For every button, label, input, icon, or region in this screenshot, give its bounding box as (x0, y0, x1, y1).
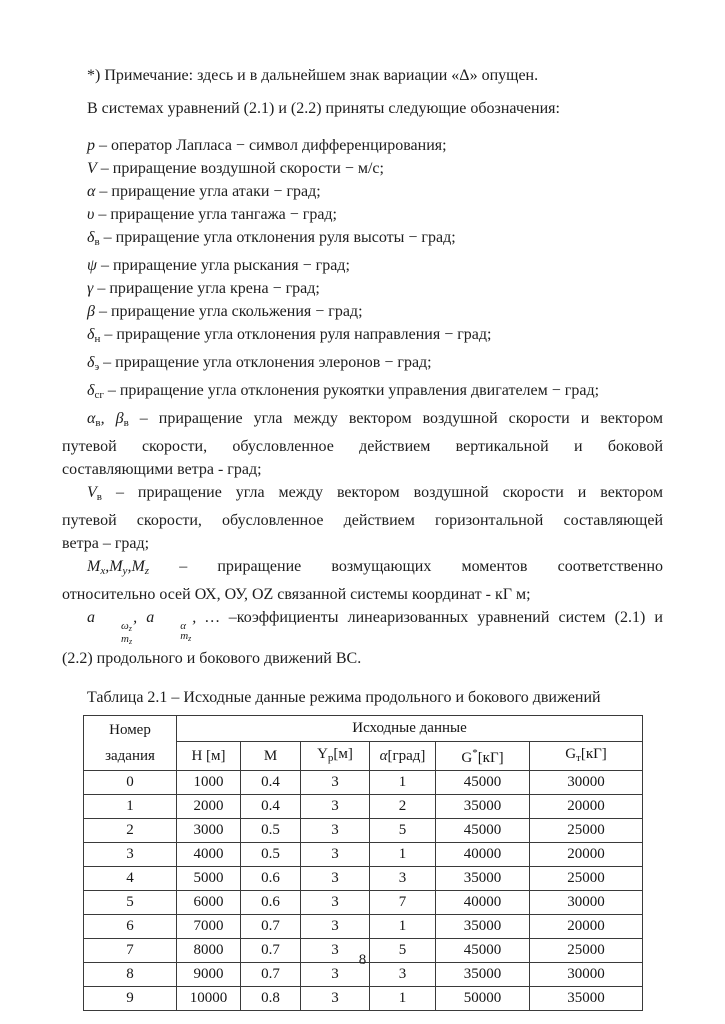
text-run: G (565, 745, 577, 762)
column-header (301, 742, 370, 771)
math-symbol: δ (87, 229, 95, 246)
text-run: Y (317, 745, 328, 762)
table-cell: 3 (370, 867, 436, 891)
definition-line (62, 481, 663, 509)
definition-line (62, 157, 663, 180)
math-symbol: β (87, 303, 95, 320)
table-cell: 35000 (436, 963, 530, 987)
subscript: x (100, 565, 106, 577)
subscript: т (576, 751, 581, 764)
table-cell: 7 (84, 939, 177, 963)
table-cell: 4 (84, 867, 177, 891)
table-cell: 5 (370, 819, 436, 843)
table-cell: 3 (301, 819, 370, 843)
definition-item (62, 203, 663, 226)
text-run: (2.2) продольного и бокового движений ВС. (62, 650, 362, 667)
definition-line (62, 203, 663, 226)
definition-line (62, 509, 663, 532)
table-cell: 3 (301, 867, 370, 891)
column-header (530, 742, 643, 771)
math-symbol: a (146, 609, 155, 626)
text-run: G (461, 750, 473, 766)
math-symbol: M (109, 558, 123, 575)
definition-line (62, 226, 663, 254)
table-cell: 0.4 (241, 795, 301, 819)
table-cell: 7 (370, 891, 436, 915)
definition-item (62, 351, 663, 379)
table-cell: 3 (301, 915, 370, 939)
math-symbol: , (105, 558, 110, 575)
table-cell: 10000 (177, 987, 241, 1011)
text-run: – приращение угла отклонения руля направления − град; (100, 326, 492, 343)
math-symbol: M (87, 558, 101, 575)
math-symbol: α (87, 410, 96, 427)
table-cell: 30000 (530, 891, 643, 915)
text-run: – приращение возмущающих моментов соответственно (149, 558, 663, 575)
definition-line (62, 180, 663, 203)
table-row (84, 795, 643, 819)
table-cell: 25000 (530, 867, 643, 891)
text-run: – оператор Лапласа − символ дифференцирования; (95, 137, 447, 154)
table-cell: 35000 (436, 867, 530, 891)
table-cell: 0.7 (241, 915, 301, 939)
table-cell: 4000 (177, 843, 241, 867)
table-body (84, 771, 643, 1011)
column-header (177, 742, 241, 771)
table-cell: 45000 (436, 771, 530, 795)
text-run: – приращение угла отклонения элеронов − град; (99, 354, 432, 371)
definition-item (62, 407, 663, 481)
subscript: н (94, 333, 101, 345)
table-cell: 40000 (436, 843, 530, 867)
definition-line (62, 435, 663, 458)
text-run: – приращение угла крена − град; (93, 280, 320, 297)
definition-line (62, 254, 663, 277)
intro-paragraph: В системах уравнений (2.1) и (2.2) приняты следующие обозначения: (87, 100, 560, 117)
table-cell: 3 (301, 843, 370, 867)
table-cell: 3 (301, 795, 370, 819)
table-cell: 1000 (177, 771, 241, 795)
table-cell: 25000 (530, 939, 643, 963)
math-symbol: , (133, 609, 147, 626)
table-cell: 7000 (177, 915, 241, 939)
table-cell: 3 (370, 963, 436, 987)
table-cell: 2 (84, 819, 177, 843)
math-symbol: υ (87, 206, 95, 223)
table-cell: 3 (301, 939, 370, 963)
text-run: – приращение угла рыскания − град; (96, 257, 350, 274)
math-symbol: M (131, 558, 145, 575)
corner-header-line: задания (105, 748, 155, 764)
corner-header (84, 716, 177, 771)
subscript: р (327, 751, 334, 764)
subscript: в (95, 417, 101, 429)
table-cell: 3 (301, 987, 370, 1011)
column-header (241, 742, 301, 771)
corner-header-line: Номер (109, 722, 151, 738)
subscript: y (122, 565, 128, 577)
definition-line (62, 532, 663, 555)
math-symbol: , … (192, 609, 220, 626)
text-run: – приращение угла между вектором воздушной скорости и вектором (101, 484, 663, 501)
table-caption: Таблица 2.1 – Исходные данные режима продольного и бокового движений (87, 689, 601, 706)
table-cell: 2000 (177, 795, 241, 819)
group-header: Исходные данные (177, 716, 643, 742)
text-run: –коэффициенты линеаризованных уравнений систем (2.1) и (219, 609, 663, 626)
note-paragraph: *) Примечание: здесь и в дальнейшем знак вариации «Δ» опущен. (87, 67, 539, 84)
definition-line (62, 351, 663, 379)
definitions-list (62, 134, 663, 670)
table-cell: 9 (84, 987, 177, 1011)
table-cell: 0 (84, 771, 177, 795)
math-symbol: a (87, 609, 95, 626)
definition-line (62, 647, 663, 670)
text-run: H [м] (191, 747, 226, 764)
text-run: ветра – град; (62, 535, 150, 552)
table-cell: 9000 (177, 963, 241, 987)
table-row (84, 867, 643, 891)
table-cell: 5 (84, 891, 177, 915)
subscript: э (94, 361, 100, 373)
table-cell: 35000 (436, 795, 530, 819)
table-row (84, 891, 643, 915)
table-cell: 3000 (177, 819, 241, 843)
table-cell: 35000 (436, 915, 530, 939)
math-symbol: p (87, 137, 95, 154)
math-symbol: , (127, 558, 132, 575)
subscript: в (94, 236, 100, 248)
table-cell: 25000 (530, 819, 643, 843)
text-run: – приращение воздушной скорости − м/с; (96, 160, 384, 177)
table-cell: 30000 (530, 963, 643, 987)
page-number: 8 (358, 952, 367, 968)
definition-item (62, 379, 663, 407)
table-cell: 30000 (530, 771, 643, 795)
text-run: путевой скорости, обусловленное действием горизонтальной составляющей (62, 512, 663, 529)
definition-line (62, 379, 663, 407)
definition-line (62, 323, 663, 351)
definition-line (62, 458, 663, 481)
text-run: [м] (333, 745, 353, 762)
math-symbol: δ (87, 354, 95, 371)
table-cell: 0.6 (241, 891, 301, 915)
definition-item (62, 226, 663, 254)
table-cell: 8 (84, 963, 177, 987)
table-cell: 0.7 (241, 939, 301, 963)
text-run: – приращение угла между вектором воздушной скорости и вектором (128, 410, 664, 427)
table-cell: 35000 (530, 987, 643, 1011)
table-cell: 0.5 (241, 819, 301, 843)
text-run: M (263, 747, 278, 764)
text-run: – приращение угла атаки − град; (95, 183, 321, 200)
math-symbol: α (87, 183, 96, 200)
definition-item (62, 254, 663, 277)
subscript: z (144, 565, 150, 577)
math-stacked-scripts: α mz (180, 620, 192, 643)
text-run: [кГ] (580, 745, 607, 762)
table-cell: 6 (84, 915, 177, 939)
text-run: составляющими ветра - град; (62, 461, 262, 478)
table-header-row (84, 716, 643, 742)
table-header (84, 716, 643, 771)
definition-line (62, 134, 663, 157)
definition-line (62, 407, 663, 435)
table-cell: 1 (84, 795, 177, 819)
table-cell: 20000 (530, 915, 643, 939)
table-cell: 0.8 (241, 987, 301, 1011)
table-cell: 3 (301, 771, 370, 795)
table-cell: 40000 (436, 891, 530, 915)
math-symbol: V (87, 484, 97, 501)
text-run: путевой скорости, обусловленное действием вертикальной и боковой (62, 438, 663, 455)
definition-item (62, 481, 663, 555)
table-row (84, 915, 643, 939)
table-cell: 0.5 (241, 843, 301, 867)
text-run: – приращение угла отклонения руля высоты − град; (99, 229, 456, 246)
table-cell: 0.7 (241, 963, 301, 987)
math-symbol: δ (87, 326, 95, 343)
subscript: сг (94, 389, 104, 401)
math-symbol: α (379, 747, 388, 764)
table-cell: 2 (370, 795, 436, 819)
text-column (62, 64, 663, 1011)
math-symbol: V (87, 160, 97, 177)
definition-item (62, 300, 663, 323)
text-run: – приращение угла скольжения − град; (94, 303, 363, 320)
table-row (84, 771, 643, 795)
text-run: [град] (387, 747, 426, 764)
table-cell: 0.6 (241, 867, 301, 891)
math-symbol: β (115, 410, 124, 427)
math-symbol: , (100, 410, 116, 427)
table-cell: 5 (370, 939, 436, 963)
table-cell: 1 (370, 843, 436, 867)
table-cell: 1 (370, 915, 436, 939)
table-cell: 50000 (436, 987, 530, 1011)
definition-item (62, 157, 663, 180)
text-run: – приращение угла отклонения рукоятки управления двигателем − град; (103, 382, 600, 399)
math-symbol: δ (87, 382, 95, 399)
definition-line (62, 606, 663, 647)
math-symbol: γ (87, 280, 94, 297)
math-stacked-scripts: ωz mz (121, 620, 133, 646)
column-header (370, 742, 436, 771)
table-row (84, 987, 643, 1011)
definition-line (62, 300, 663, 323)
superscript: * (472, 747, 478, 759)
definition-item (62, 323, 663, 351)
subscript: в (96, 491, 102, 503)
definition-item (62, 555, 663, 606)
table-row (84, 843, 643, 867)
table-cell: 1 (370, 987, 436, 1011)
table-cell: 3 (301, 963, 370, 987)
definition-line (62, 583, 663, 606)
table-cell: 1 (370, 771, 436, 795)
table-cell: 20000 (530, 843, 643, 867)
definition-line (62, 555, 663, 583)
definition-item (62, 277, 663, 300)
text-run: относительно осей ОХ, ОУ, ОZ связанной системы координат - кГ м; (62, 586, 531, 603)
table-cell: 20000 (530, 795, 643, 819)
table-cell: 3 (84, 843, 177, 867)
definition-item (62, 606, 663, 670)
table-cell: 3 (301, 891, 370, 915)
text-run: [кГ] (477, 750, 504, 766)
table-row (84, 819, 643, 843)
definition-item (62, 134, 663, 157)
math-symbol: ψ (87, 257, 97, 274)
definition-item (62, 180, 663, 203)
table-cell: 5000 (177, 867, 241, 891)
table-cell: 8000 (177, 939, 241, 963)
column-header (436, 742, 530, 771)
table-cell: 45000 (436, 819, 530, 843)
table-cell: 6000 (177, 891, 241, 915)
text-run: – приращение угла тангажа − град; (94, 206, 337, 223)
definition-line (62, 277, 663, 300)
table-cell: 0.4 (241, 771, 301, 795)
table-cell: 45000 (436, 939, 530, 963)
subscript: в (123, 417, 129, 429)
